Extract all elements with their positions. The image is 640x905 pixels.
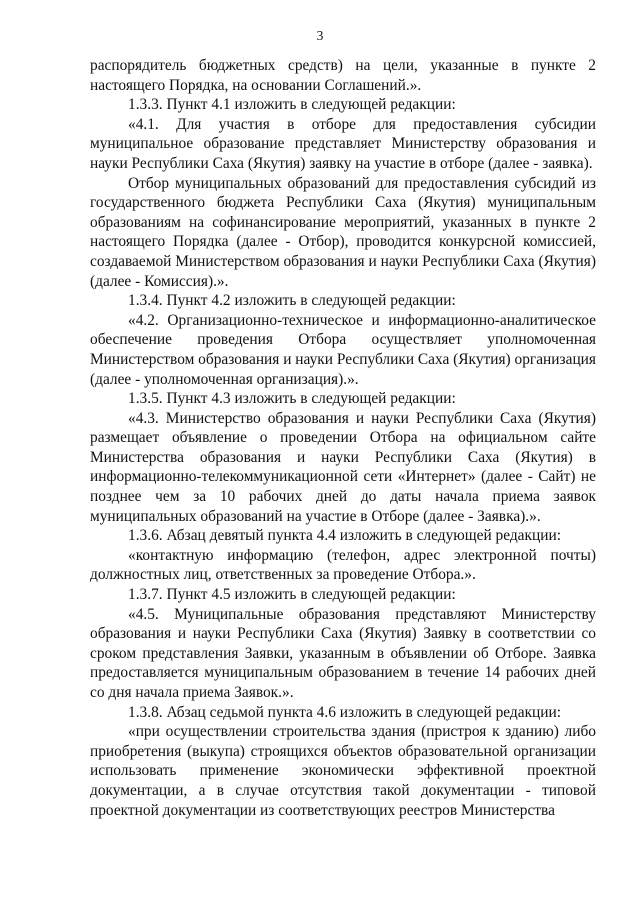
paragraph: 1.3.6. Абзац девятый пункта 4.4 изложить в следующей редакции: (128, 527, 561, 545)
page-number: 3 (316, 28, 324, 43)
paragraph: «при осуществлении строительства здания (пристроя к зданию) либо приобретения (выкупа) строящихся объектов образовательной организации использовать применение экономически эффективной проектной документации, а в случае отсутствия такой документации - типовой проектной документации из соответствующих реестров Министерства (90, 723, 596, 819)
paragraph: 1.3.4. Пункт 4.2 изложить в следующей редакции: (128, 292, 456, 310)
document-body (90, 56, 596, 820)
paragraph: 1.3.7. Пункт 4.5 изложить в следующей редакции: (128, 586, 456, 604)
paragraph: распорядитель бюджетных средств) на цели, указанные в пункте 2 настоящего Порядка, на основании Соглашений.». (90, 57, 596, 94)
paragraph: «4.5. Муниципальные образования представляют Министерству образования и науки Республики Саха (Якутия) Заявку в соответствии со сроком представления Заявки, указанным в объявлении об Отборе. Заявка предоставляется муниципальным образованием в течение 14 рабочих дней со дня начала приема Заявок.». (90, 605, 596, 701)
paragraph: «4.3. Министерство образования и науки Республики Саха (Якутия) размещает объявление о проведении Отбора на официальном сайте Министерства образования и науки Республики Саха (Якутия) в информационно-телекоммуникационной сети «Интернет» (далее - Сайт) не позднее чем за 10 рабочих дней до даты начала приема заявок муниципальных образований на участие в Отборе (далее - Заявка).». (90, 409, 596, 525)
paragraph: «контактную информацию (телефон, адрес электронной почты) должностных лиц, ответственных за проведение Отбора.». (90, 546, 596, 584)
paragraph: 1.3.5. Пункт 4.3 изложить в следующей редакции: (128, 390, 456, 408)
paragraph: «4.2. Организационно-техническое и информационно-аналитическое обеспечение проведения Отбора осуществляет уполномоченная Министерством образования и науки Республики Саха (Якутия) организация (далее - уполномоченная организация).». (90, 311, 596, 388)
paragraph: Отбор муниципальных образований для предоставления субсидий из государственного бюджета Республики Саха (Якутия) муниципальным образованиям на софинансирование мероприятий, указанных в пункте 2 настоящего Порядка (далее - Отбор), проводится конкурсной комиссией, создаваемой Министерством образования и науки Республики Саха (Якутия) (далее - Комиссия).». (90, 174, 596, 290)
paragraph: «4.1. Для участия в отборе для предоставления субсидии муниципальное образование представляет Министерству образования и науки Республики Саха (Якутия) заявку на участие в отборе (далее - заявка). (90, 115, 596, 172)
paragraph: 1.3.3. Пункт 4.1 изложить в следующей редакции: (128, 96, 456, 114)
paragraph: 1.3.8. Абзац седьмой пункта 4.6 изложить в следующей редакции: (128, 703, 562, 721)
